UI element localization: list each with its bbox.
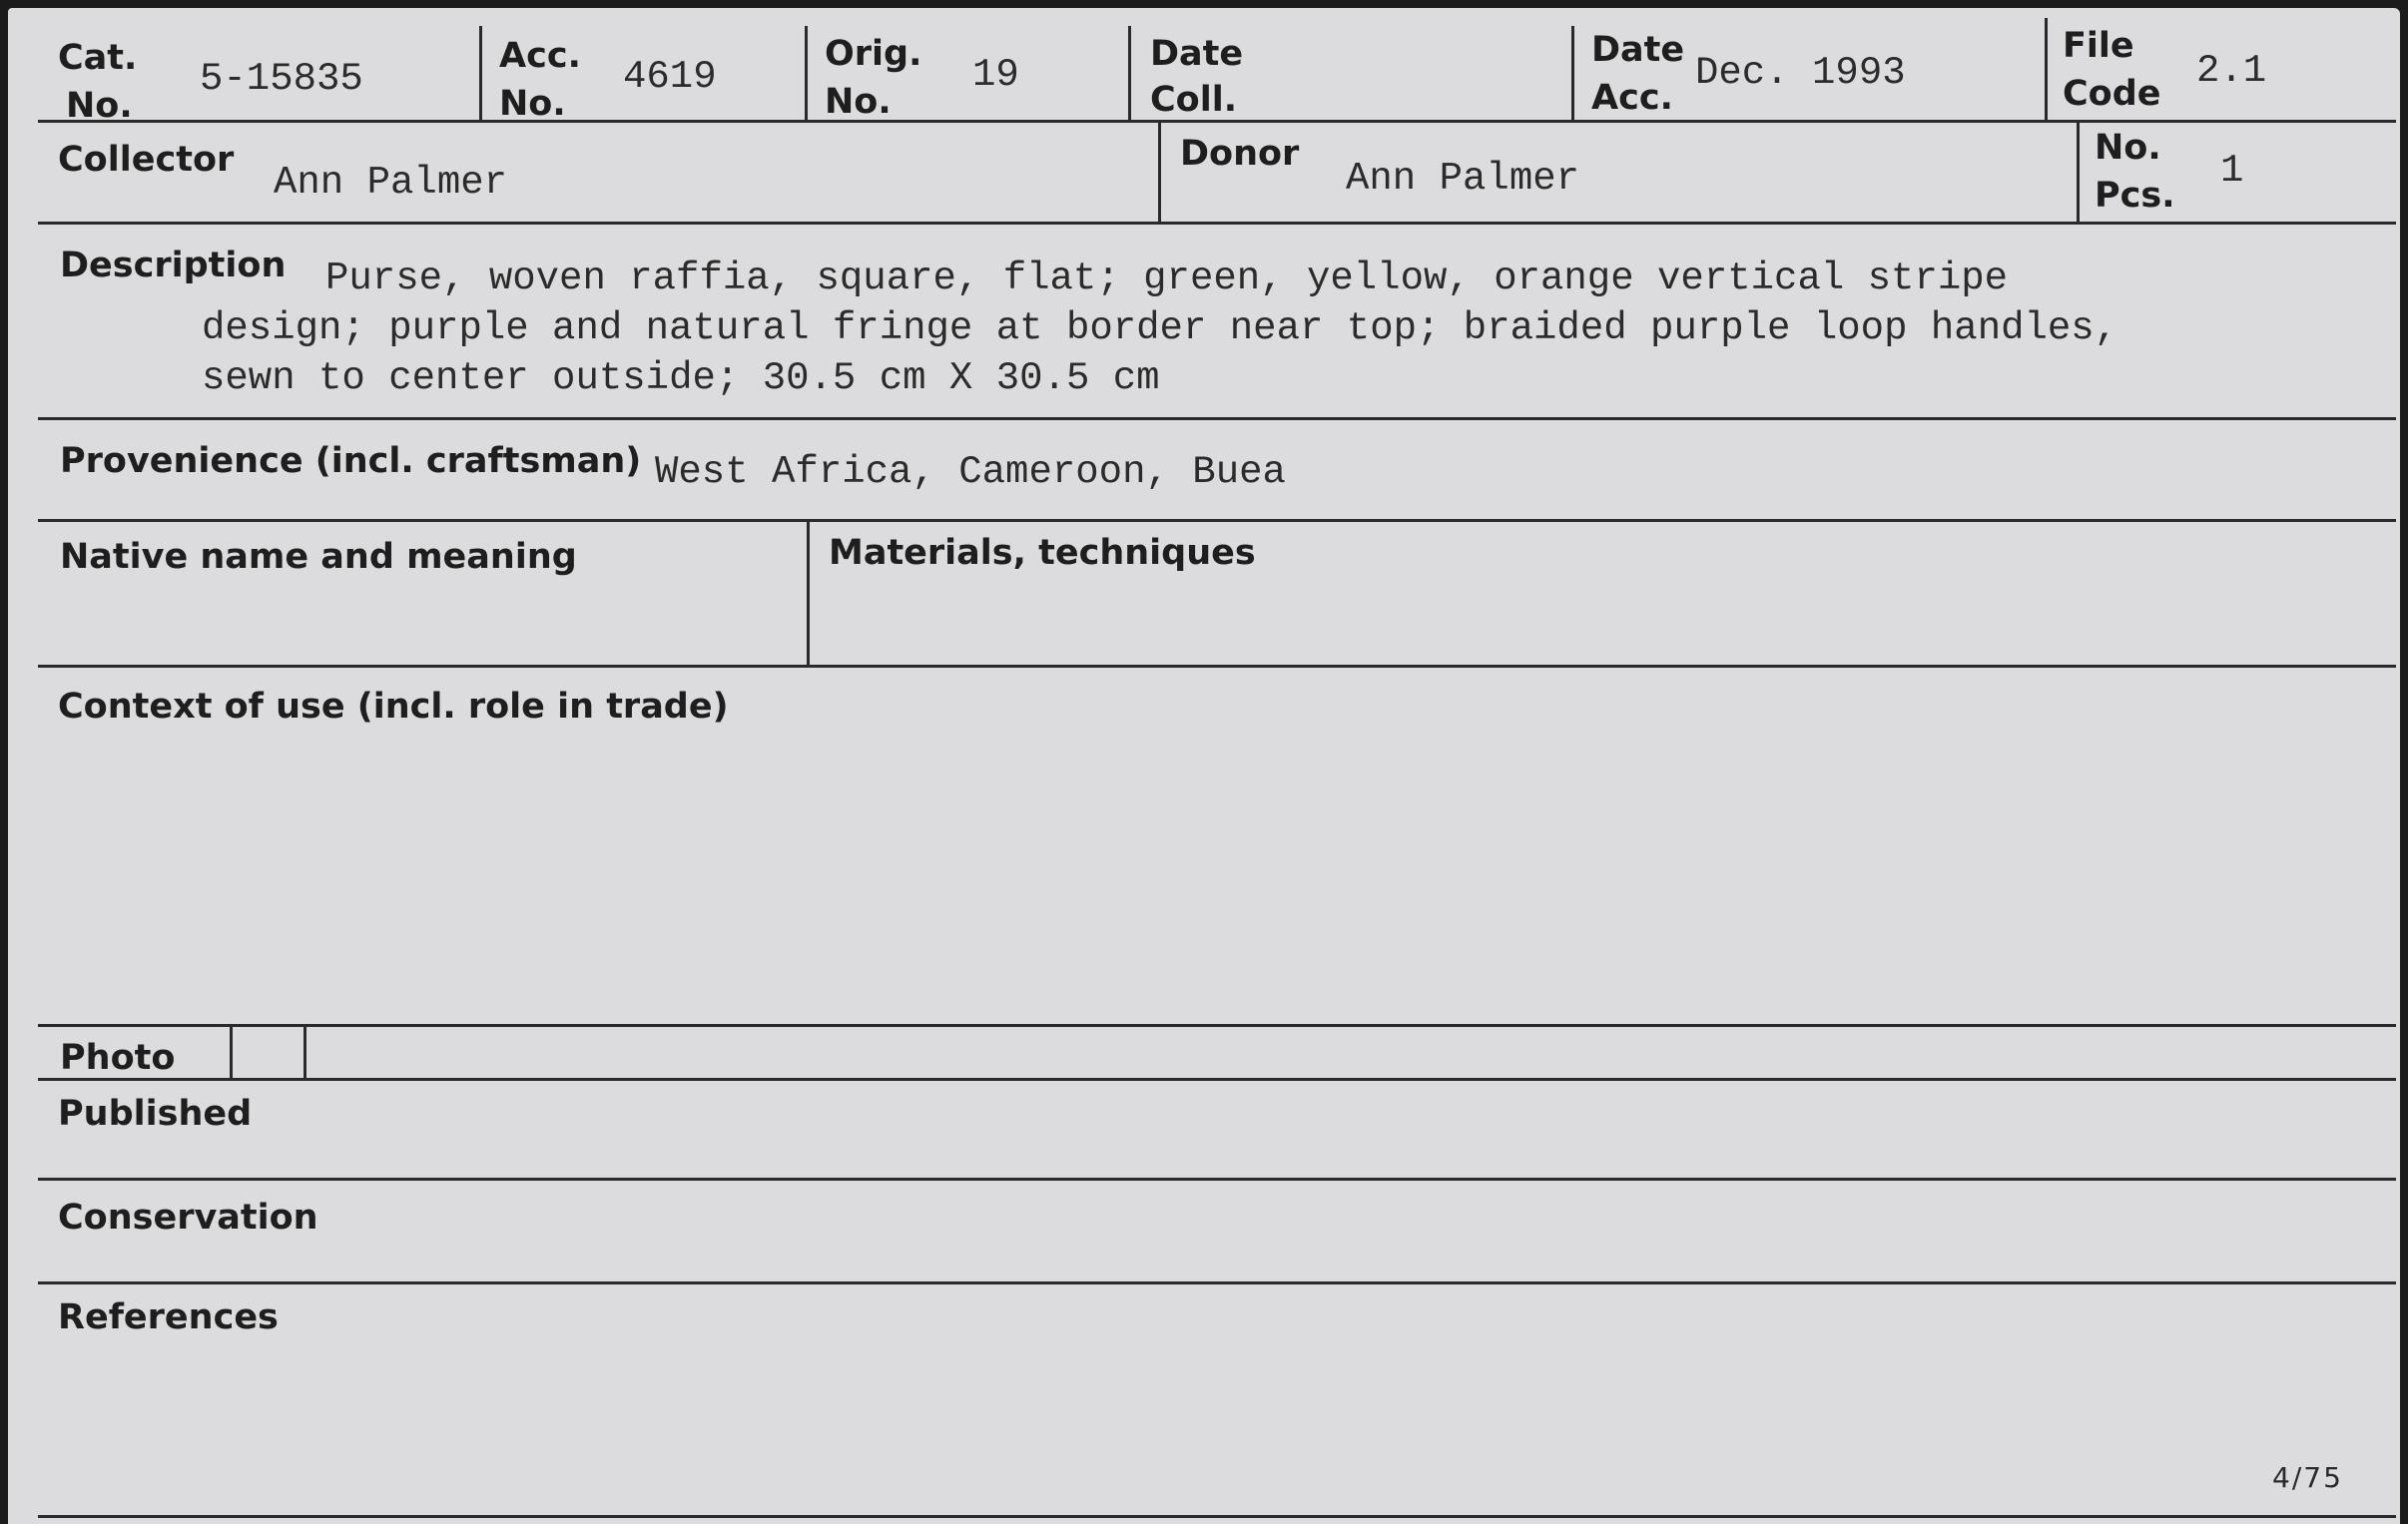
rule-collector <box>38 222 2396 225</box>
date-acc-value: Dec. 1993 <box>1695 51 1906 95</box>
materials-label: Materials, techniques <box>829 533 1256 573</box>
date-coll-label-1: Date <box>1150 34 1244 74</box>
description-line-3: sewn to center outside; 30.5 cm X 30.5 cm <box>202 356 1160 400</box>
photo-label: Photo <box>60 1038 176 1078</box>
date-coll-label-2: Coll. <box>1150 80 1238 120</box>
conservation-label: Conservation <box>58 1198 318 1238</box>
no-pcs-label-2: Pcs. <box>2095 176 2175 216</box>
photo-box-right <box>303 1026 306 1080</box>
provenience-label: Provenience (incl. craftsman) <box>60 441 642 481</box>
file-code-value: 2.1 <box>2196 49 2267 93</box>
cat-no-label-2: No. <box>66 86 133 126</box>
date-acc-label-2: Acc. <box>1591 78 1673 118</box>
form-code: 4/75 <box>2272 1461 2343 1494</box>
orig-no-value: 19 <box>972 53 1019 97</box>
catalog-card <box>8 8 2400 1524</box>
divider-cat-acc <box>479 26 482 122</box>
rule-description <box>38 417 2396 420</box>
acc-no-value: 4619 <box>623 55 717 99</box>
description-label: Description <box>60 246 287 285</box>
donor-value: Ann Palmer <box>1346 157 1580 201</box>
file-code-label-2: Code <box>2063 74 2161 114</box>
collector-value: Ann Palmer <box>274 161 508 205</box>
date-acc-label-1: Date <box>1591 30 1685 70</box>
references-label: References <box>58 1297 279 1337</box>
no-pcs-value: 1 <box>2220 149 2244 193</box>
no-pcs-label-1: No. <box>2095 128 2161 168</box>
rule-native <box>38 665 2396 668</box>
divider-datecoll-dateacc <box>1571 26 1574 122</box>
collector-label: Collector <box>58 140 235 180</box>
divider-acc-orig <box>805 26 808 122</box>
rule-published <box>38 1178 2396 1181</box>
photo-box-left <box>230 1026 233 1080</box>
context-label: Context of use (incl. role in trade) <box>58 687 729 727</box>
rule-bottom <box>38 1515 2396 1518</box>
rule-context <box>38 1024 2396 1027</box>
cat-no-label-1: Cat. <box>58 38 138 78</box>
orig-no-label-2: No. <box>825 82 892 122</box>
published-label: Published <box>58 1094 253 1134</box>
provenience-value: West Africa, Cameroon, Buea <box>655 450 1286 494</box>
divider-collector-donor <box>1158 122 1161 224</box>
divider-native-materials <box>807 521 810 667</box>
description-line-1: Purse, woven raffia, square, flat; green, yellow, orange vertical stripe <box>325 256 2009 300</box>
rule-photo <box>38 1078 2396 1081</box>
divider-donor-pcs <box>2077 122 2080 224</box>
divider-dateacc-filecode <box>2045 18 2048 122</box>
native-name-label: Native name and meaning <box>60 537 577 577</box>
orig-no-label-1: Orig. <box>825 34 922 74</box>
donor-label: Donor <box>1180 134 1300 174</box>
rule-conservation <box>38 1281 2396 1284</box>
rule-provenience <box>38 519 2396 522</box>
acc-no-label-2: No. <box>499 84 566 124</box>
acc-no-label-1: Acc. <box>499 36 581 76</box>
description-line-2: design; purple and natural fringe at border near top; braided purple loop handles, <box>202 306 2118 350</box>
divider-orig-datecoll <box>1128 26 1131 122</box>
cat-no-value: 5-15835 <box>200 57 363 101</box>
file-code-label-1: File <box>2063 26 2134 66</box>
